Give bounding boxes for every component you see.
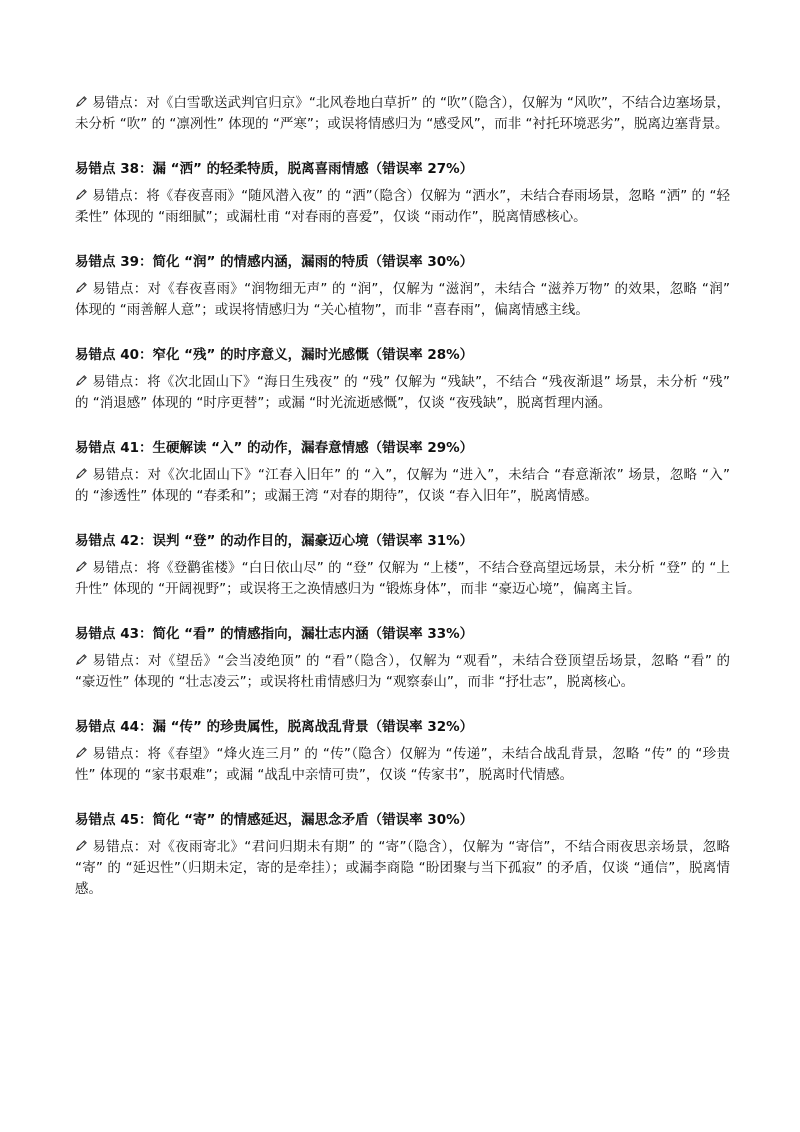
document-page [75, 93, 730, 923]
entry-body [75, 279, 730, 321]
entry-body [75, 465, 730, 507]
entry-body-text: 易错点：对《夜雨寄北》“君问归期未有期” 的 “寄”（隐含），仅解为 “寄信”，不结合雨夜思亲场景，忽略 “寄” 的 “延迟性”（归期未定，寄的是牵挂）；或漏李商隐 “盼团聚与当下孤寂” 的矛盾，仅谈 “通信”，脱离情感。 [75, 839, 730, 897]
entry-body [75, 837, 730, 900]
entry-body-text: 易错点：将《春夜喜雨》“随风潜入夜” 的 “洒”（隐含）仅解为 “洒水”，未结合春雨场景，忽略 “洒” 的 “轻柔性” 体现的 “雨细腻”；或漏杜甫 “对春雨的喜爱”，仅谈 “雨动作”，脱离情感核心。 [75, 188, 730, 225]
entry-heading: 易错点 39：简化 “润” 的情感内涵，漏雨的特质（错误率 30%） [75, 254, 474, 270]
entry-body [75, 744, 730, 786]
entry-body-text: 易错点：将《春望》“烽火连三月” 的 “传”（隐含）仅解为 “传递”，未结合战乱背景，忽略 “传” 的 “珍贵性” 体现的 “家书艰难”；或漏 “战乱中亲情可贵”，仅谈 “传家书”，脱离时代情感。 [75, 746, 730, 783]
entry-body-text: 易错点：对《白雪歌送武判官归京》“北风卷地白草折” 的 “吹”（隐含），仅解为 “风吹”，不结合边塞场景，未分析 “吹” 的 “凛冽性” 体现的 “严寒”；或误将情感归为 “感受风”，而非 “衬托环境恶劣”，脱离边塞背景。 [75, 95, 730, 132]
entry-body-text: 易错点：对《春夜喜雨》“润物细无声” 的 “润”，仅解为 “滋润”，未结合 “滋养万物” 的效果，忽略 “润” 体现的 “雨善解人意”；或误将情感归为 “关心植物”，而非 “喜春雨”，偏离情感主线。 [75, 281, 730, 318]
entry-body [75, 651, 730, 693]
entry-41 [75, 437, 730, 507]
entry-42 [75, 530, 730, 600]
pencil-icon [75, 467, 88, 480]
entry-heading: 易错点 38：漏 “洒” 的轻柔特质，脱离喜雨情感（错误率 27%） [75, 161, 474, 177]
pencil-icon [75, 95, 88, 108]
entry-44 [75, 716, 730, 786]
entry-body [75, 558, 730, 600]
entry-45 [75, 809, 730, 900]
entry-heading: 易错点 44：漏 “传” 的珍贵属性，脱离战乱背景（错误率 32%） [75, 719, 474, 735]
pencil-icon [75, 281, 88, 294]
entry-40 [75, 344, 730, 414]
entry-heading: 易错点 41：生硬解读 “入” 的动作，漏春意情感（错误率 29%） [75, 440, 474, 456]
pencil-icon [75, 653, 88, 666]
pencil-icon [75, 839, 88, 852]
entry-heading: 易错点 42：误判 “登” 的动作目的，漏豪迈心境（错误率 31%） [75, 533, 474, 549]
pencil-icon [75, 188, 88, 201]
pencil-icon [75, 560, 88, 573]
entry-body [75, 186, 730, 228]
entry-body-text: 易错点：将《次北固山下》“海日生残夜” 的 “残” 仅解为 “残缺”，不结合 “残夜渐退” 场景，未分析 “残” 的 “消退感” 体现的 “时序更替”；或漏 “时光流逝感慨”，仅谈 “夜残缺”，脱离哲理内涵。 [75, 374, 730, 411]
entry-heading: 易错点 45：简化 “寄” 的情感延迟，漏思念矛盾（错误率 30%） [75, 812, 474, 828]
pencil-icon [75, 374, 88, 387]
entry-heading: 易错点 40：窄化 “残” 的时序意义，漏时光感慨（错误率 28%） [75, 347, 474, 363]
entry-body [75, 93, 730, 135]
entry-38 [75, 158, 730, 228]
entry-body-text: 易错点：对《次北固山下》“江春入旧年” 的 “入”，仅解为 “进入”，未结合 “春意渐浓” 场景，忽略 “入” 的 “渗透性” 体现的 “春柔和”；或漏王湾 “对春的期待”，仅谈 “春入旧年”，脱离情感。 [75, 467, 730, 504]
entry-39 [75, 251, 730, 321]
entry-heading: 易错点 43：简化 “看” 的情感指向，漏壮志内涵（错误率 33%） [75, 626, 474, 642]
entry-body-text: 易错点：将《登鹳雀楼》“白日依山尽” 的 “登” 仅解为 “上楼”，不结合登高望远场景，未分析 “登” 的 “上升性” 体现的 “开阔视野”；或误将王之涣情感归为 “锻炼身体”，而非 “豪迈心境”，偏离主旨。 [75, 560, 730, 597]
entry-body [75, 372, 730, 414]
entry-body-text: 易错点：对《望岳》“会当凌绝顶” 的 “看”（隐含），仅解为 “观看”，未结合登顶望岳场景，忽略 “看” 的 “豪迈性” 体现的 “壮志凌云”；或误将杜甫情感归为 “观察泰山”，而非 “抒壮志”，脱离核心。 [75, 653, 730, 690]
pencil-icon [75, 746, 88, 759]
entry-37-continued [75, 93, 730, 135]
entry-43 [75, 623, 730, 693]
